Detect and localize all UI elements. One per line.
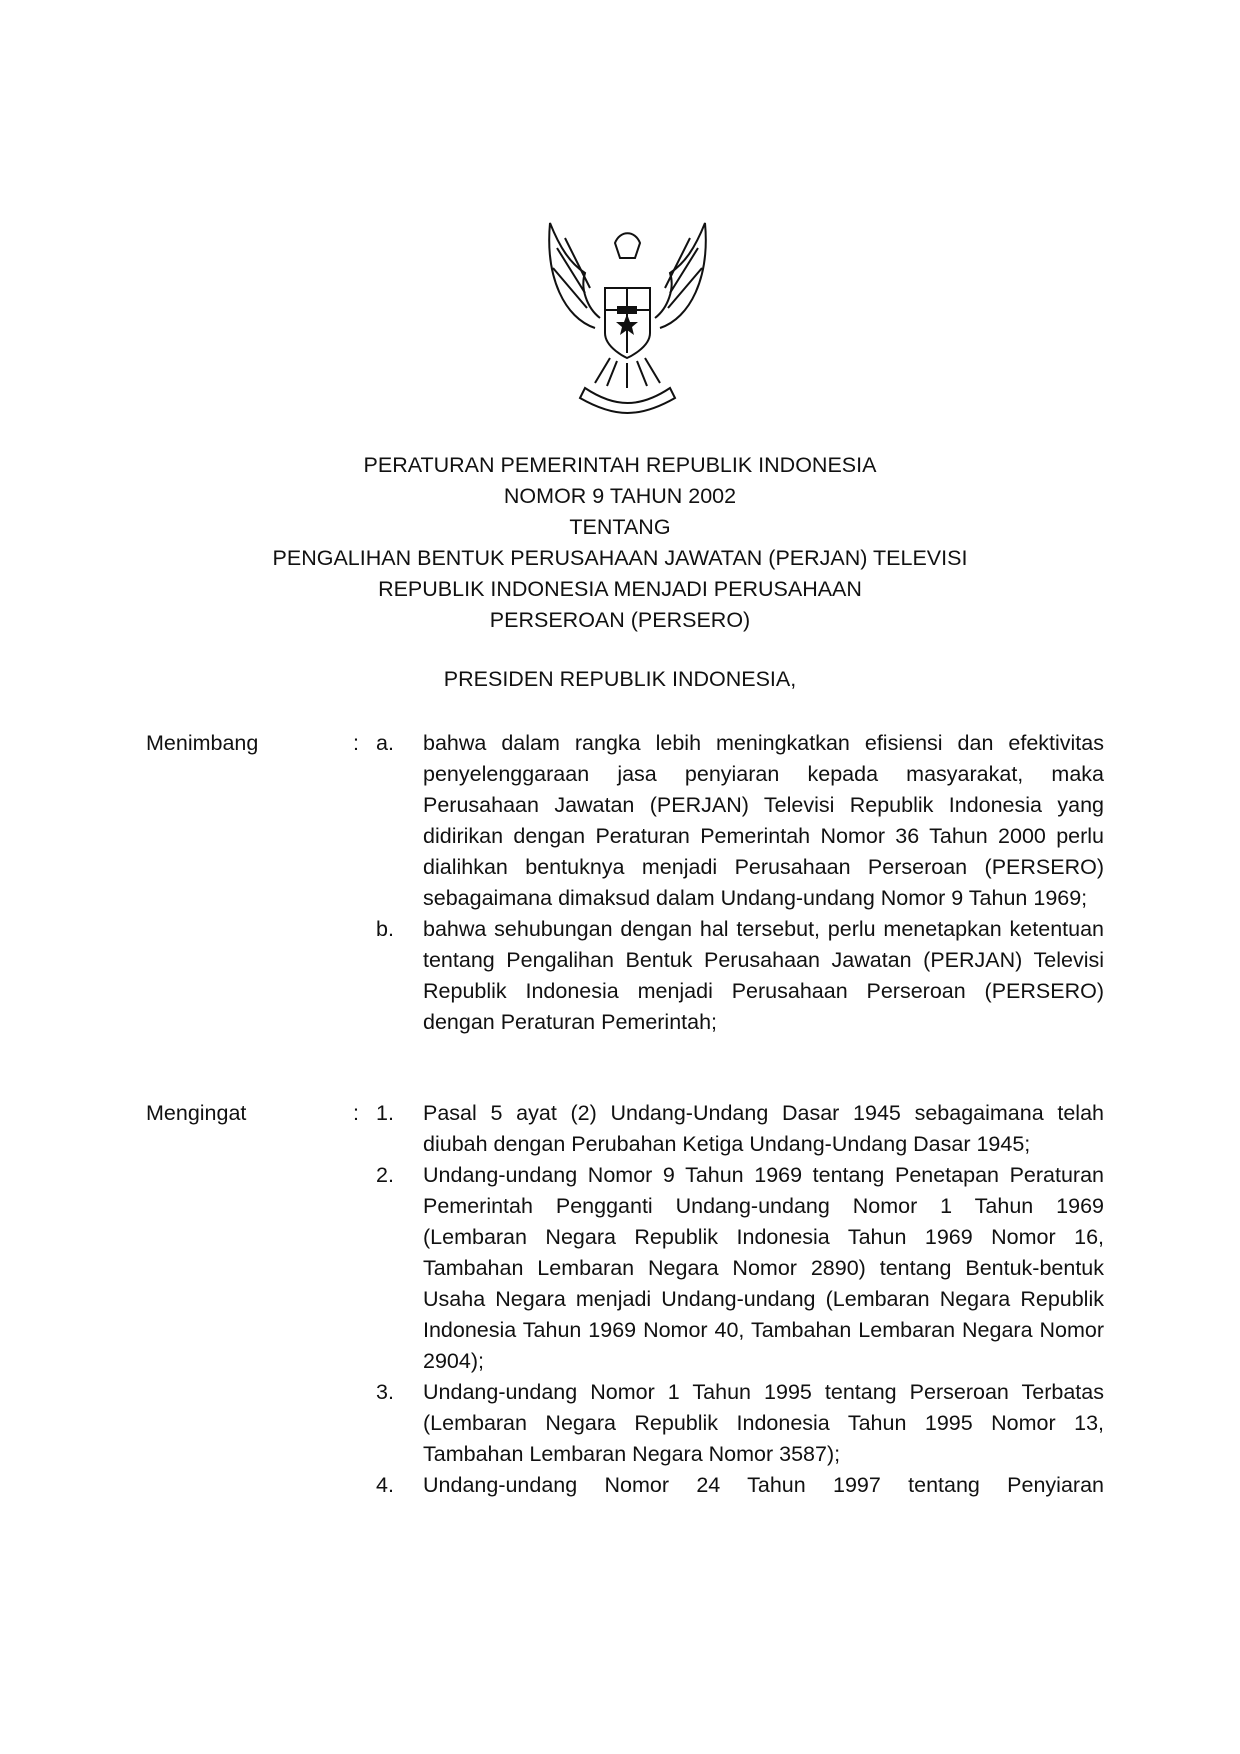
item-number: b.	[376, 917, 394, 941]
item-text: bahwa sehubungan dengan hal tersebut, perlu menetapkan ketentuan tentang Pengalihan Bentuk Perusahaan Jawatan (PERJAN) Televisi Republik Indonesia menjadi Perusahaan Perseroan (PERSERO) dengan Peraturan Pemerintah;	[423, 917, 1104, 1034]
item-number: 4.	[376, 1473, 394, 1497]
list-item	[146, 1098, 1104, 1160]
list-item	[146, 1160, 1104, 1377]
item-text: bahwa dalam rangka lebih meningkatkan efisiensi dan efektivitas penyelenggaraan jasa penyiaran kepada masyarakat, maka Perusahaan Jawatan (PERJAN) Televisi Republik Indonesia yang didirikan dengan Peraturan Pemerintah Nomor 36 Tahun 2000 perlu dialihkan bentuknya menjadi Perusahaan Perseroan (PERSERO) sebagaimana dimaksud dalam Undang-undang Nomor 9 Tahun 1969;	[423, 731, 1104, 910]
title-line: REPUBLIK INDONESIA MENJADI PERUSAHAAN	[378, 577, 862, 601]
document-title	[0, 450, 1240, 636]
garuda-emblem-icon	[535, 218, 720, 418]
list-item	[146, 1377, 1104, 1470]
title-line: NOMOR 9 TAHUN 2002	[503, 484, 737, 508]
item-text: Pasal 5 ayat (2) Undang-Undang Dasar 1945 sebagaimana telah diubah dengan Perubahan Ketiga Undang-Undang Dasar 1945;	[423, 1101, 1104, 1156]
item-number: 2.	[376, 1163, 394, 1187]
item-number: 1.	[376, 1101, 394, 1125]
title-line: TENTANG	[569, 515, 671, 539]
title-line: PENGALIHAN BENTUK PERUSAHAAN JAWATAN (PERJAN) TELEVISI	[272, 546, 968, 570]
list-item	[146, 728, 1104, 914]
list-item	[146, 914, 1104, 1038]
menimbang-section	[146, 728, 1104, 1038]
section-label: Mengingat	[146, 1101, 247, 1125]
mengingat-section	[146, 1098, 1104, 1501]
item-number: a.	[376, 731, 394, 755]
item-text: Undang-undang Nomor 9 Tahun 1969 tentang Penetapan Peraturan Pemerintah Pengganti Undang-undang Nomor 1 Tahun 1969 (Lembaran Negara Republik Indonesia Tahun 1969 Nomor 16, Tambahan Lembaran Negara Nomor 2890) tentang Bentuk-bentuk Usaha Negara menjadi Undang-undang (Lembaran Negara Republik Indonesia Tahun 1969 Nomor 40, Tambahan Lembaran Negara Nomor 2904);	[423, 1163, 1104, 1373]
list-item	[146, 1470, 1104, 1501]
item-number: 3.	[376, 1380, 394, 1404]
title-line: PERATURAN PEMERINTAH REPUBLIK INDONESIA	[363, 453, 877, 477]
item-text: Undang-undang Nomor 24 Tahun 1997 tentang Penyiaran	[423, 1473, 1104, 1497]
title-line: PERSEROAN (PERSERO)	[489, 608, 751, 632]
section-label: Menimbang	[146, 731, 259, 755]
colon: :	[353, 731, 359, 755]
item-text: Undang-undang Nomor 1 Tahun 1995 tentang Perseroan Terbatas (Lembaran Negara Republik Indonesia Tahun 1995 Nomor 13, Tambahan Lembaran Negara Nomor 3587);	[423, 1380, 1104, 1466]
colon: :	[353, 1101, 359, 1125]
presiden-heading: PRESIDEN REPUBLIK INDONESIA,	[443, 667, 797, 691]
